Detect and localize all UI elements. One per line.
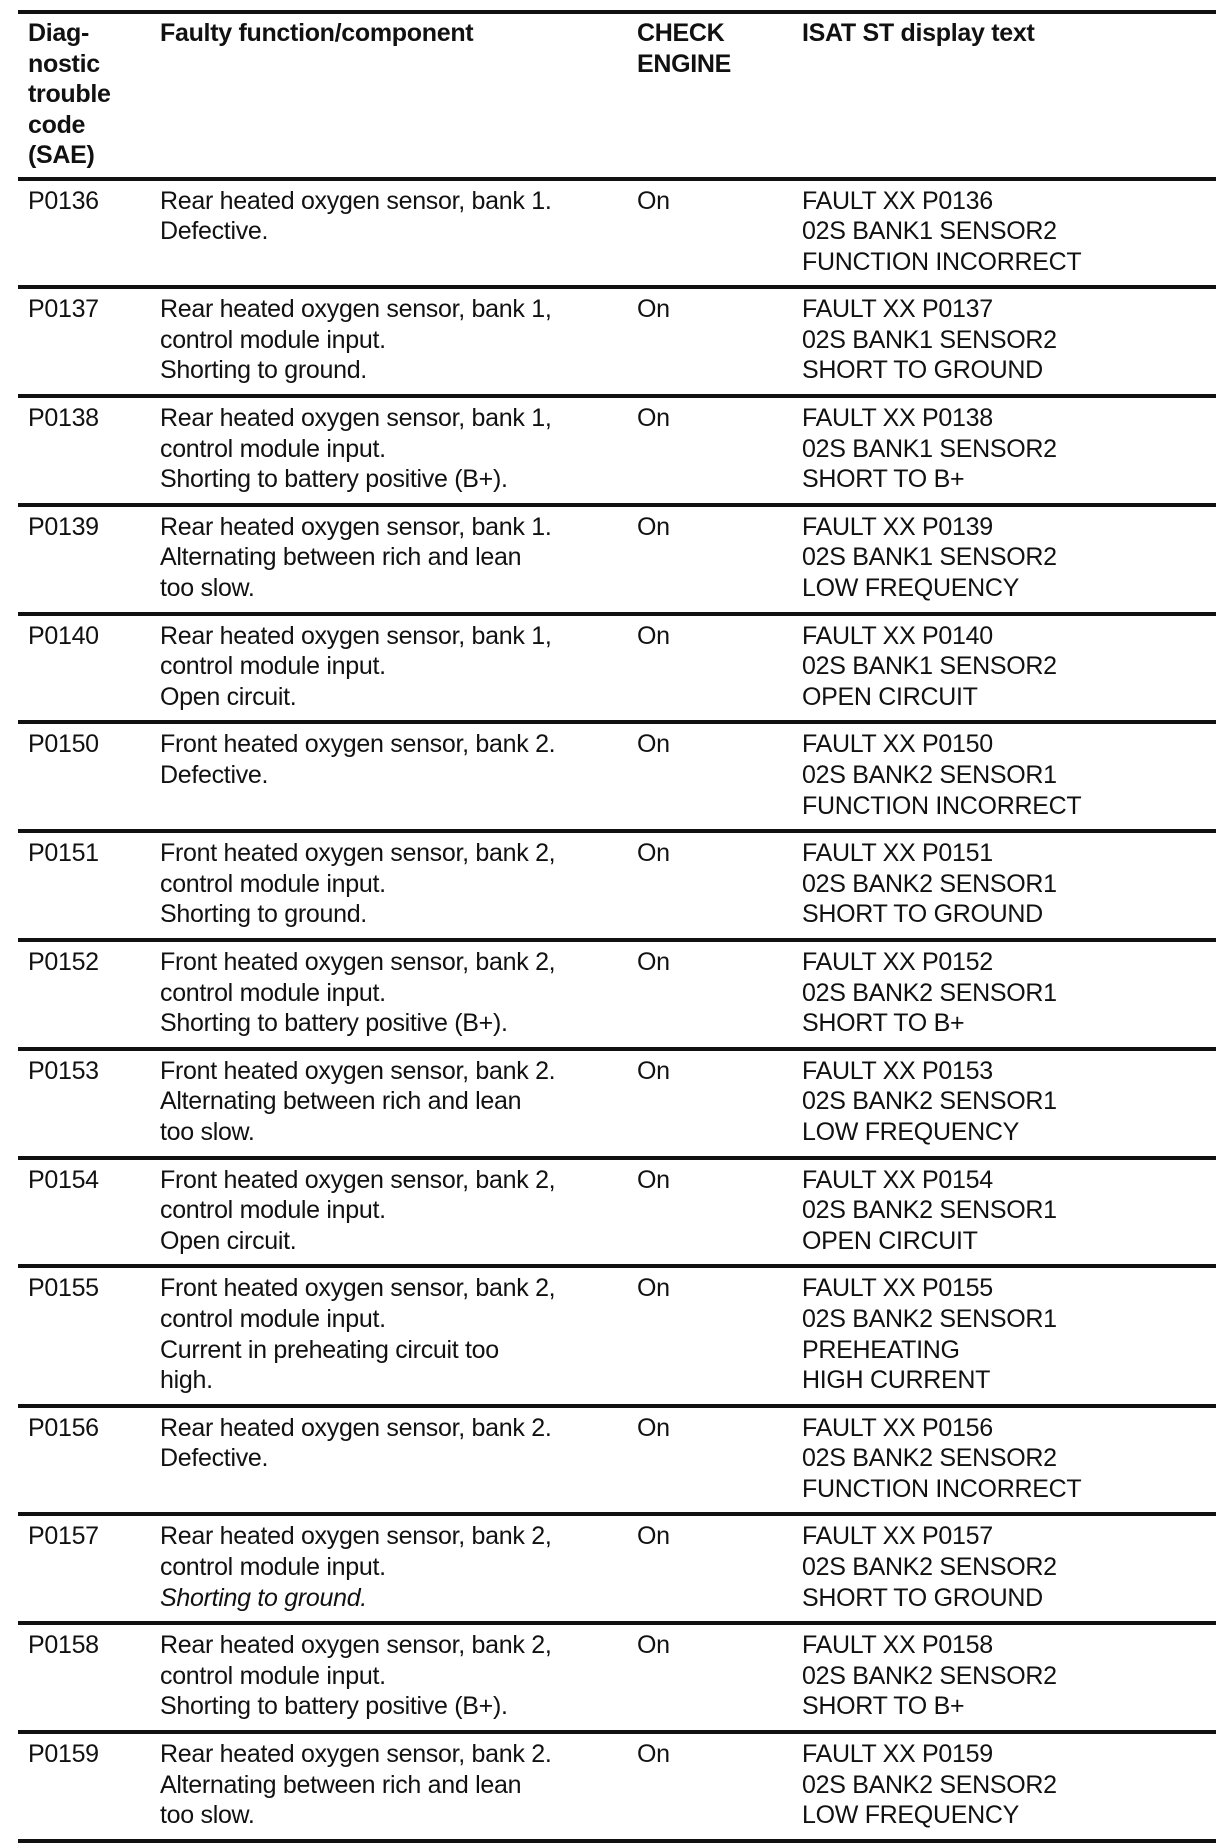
cell-function-line: control module input.: [160, 1553, 386, 1582]
cell-isat-line: FAULT XX P0139: [802, 512, 993, 541]
cell-code: P0153: [28, 1056, 99, 1085]
cell-function-line: control module input.: [160, 1661, 386, 1690]
cell-isat-line: 02S BANK2 SENSOR1: [802, 1304, 1057, 1333]
header-isat: ISAT ST display text: [802, 19, 1035, 47]
cell-isat-line: SHORT TO GROUND: [802, 356, 1043, 385]
cell-function-line: Rear heated oxygen sensor, bank 1,: [160, 295, 552, 324]
cell-isat: [802, 1273, 1216, 1395]
cell-isat-line: 02S BANK2 SENSOR2: [802, 1770, 1057, 1799]
cell-isat-line: FAULT XX P0156: [802, 1413, 993, 1442]
cell-isat-line: LOW FREQUENCY: [802, 1117, 1019, 1146]
cell-isat-line: FAULT XX P0154: [802, 1165, 993, 1194]
cell-function-line: too slow.: [160, 1117, 255, 1146]
cell-isat-line: 02S BANK1 SENSOR2: [802, 652, 1057, 681]
cell-isat: [802, 1413, 1216, 1505]
cell-function-line: control module input.: [160, 978, 386, 1007]
cell-isat-line: 02S BANK2 SENSOR1: [802, 978, 1057, 1007]
cell-code: P0158: [28, 1631, 99, 1660]
cell-isat-line: 02S BANK1 SENSOR2: [802, 325, 1057, 354]
cell-isat-line: FAULT XX P0150: [802, 730, 993, 759]
table-row: [18, 1156, 1216, 1265]
cell-check-engine: On: [637, 1522, 670, 1551]
cell-isat-line: 02S BANK2 SENSOR1: [802, 761, 1057, 789]
cell-function-line: Alternating between rich and lean: [160, 543, 522, 572]
cell-function-line: Defective.: [160, 217, 269, 246]
cell-function-line: Defective.: [160, 1444, 269, 1473]
cell-check-engine: On: [637, 512, 670, 541]
cell-isat-line: 02S BANK2 SENSOR2: [802, 1444, 1057, 1473]
cell-function-line: Shorting to ground.: [160, 900, 367, 929]
cell-isat-line: OPEN CIRCUIT: [802, 1226, 978, 1255]
table-row: [18, 1621, 1216, 1730]
cell-function: [160, 947, 637, 1039]
cell-function-line: too slow.: [160, 574, 255, 603]
cell-function: [160, 512, 637, 604]
cell-check-engine: On: [637, 1631, 670, 1660]
cell-function-line: Shorting to ground.: [160, 356, 367, 385]
cell-check-engine: On: [637, 186, 670, 215]
cell-function-line: Shorting to battery positive (B+).: [160, 1692, 508, 1721]
cell-isat-line: OPEN CIRCUIT: [802, 682, 978, 711]
cell-isat-line: 02S BANK1 SENSOR2: [802, 434, 1057, 463]
header-check-engine: [637, 18, 802, 171]
cell-isat-line: FAULT XX P0151: [802, 839, 993, 868]
cell-check-engine: On: [637, 404, 670, 433]
cell-isat-line: FAULT XX P0140: [802, 621, 993, 650]
cell-isat-line: SHORT TO B+: [802, 465, 965, 494]
cell-function-line: Current in preheating circuit too: [160, 1335, 499, 1364]
header-code-line: Diag-: [28, 19, 90, 47]
cell-function-line: Rear heated oxygen sensor, bank 2.: [160, 1740, 552, 1769]
cell-function: [160, 729, 637, 821]
header-code: [18, 18, 160, 171]
cell-isat-line: 02S BANK2 SENSOR2: [802, 1661, 1057, 1690]
header-code-line: code: [28, 110, 86, 139]
cell-function-line: Rear heated oxygen sensor, bank 1.: [160, 512, 552, 541]
cell-isat-line: SHORT TO GROUND: [802, 1583, 1043, 1612]
cell-function: [160, 621, 637, 713]
cell-isat-line: FAULT XX P0159: [802, 1740, 993, 1769]
cell-function-line: Open circuit.: [160, 1226, 297, 1255]
cell-function-line: Rear heated oxygen sensor, bank 2.: [160, 1413, 552, 1442]
cell-code: P0138: [28, 404, 99, 433]
cell-code: P0154: [28, 1165, 99, 1194]
cell-code: P0136: [28, 186, 99, 215]
cell-function-line: control module input.: [160, 1304, 386, 1333]
table-row: [18, 503, 1216, 612]
dtc-table: [18, 10, 1216, 1843]
cell-function: [160, 1630, 637, 1722]
cell-code: P0156: [28, 1413, 99, 1442]
cell-isat-line: 02S BANK1 SENSOR2: [802, 217, 1057, 246]
cell-code: P0159: [28, 1740, 99, 1769]
cell-isat: [802, 512, 1216, 604]
cell-isat-line: 02S BANK2 SENSOR1: [802, 1087, 1057, 1116]
cell-function-line: Rear heated oxygen sensor, bank 2,: [160, 1522, 552, 1551]
cell-function-line: Alternating between rich and lean: [160, 1087, 522, 1116]
cell-isat-line: FAULT XX P0158: [802, 1631, 993, 1660]
cell-isat-line: HIGH CURRENT: [802, 1366, 991, 1395]
cell-function: [160, 403, 637, 495]
table-row: [18, 394, 1216, 503]
cell-code: P0150: [28, 730, 99, 759]
table-row: [18, 177, 1216, 286]
cell-check-engine: On: [637, 295, 670, 324]
cell-isat-line: FAULT XX P0152: [802, 947, 993, 976]
cell-check-engine: On: [637, 1056, 670, 1085]
cell-isat-line: PREHEATING: [802, 1335, 960, 1364]
header-check-line: ENGINE: [637, 49, 732, 78]
cell-isat-line: SHORT TO GROUND: [802, 900, 1043, 929]
header-code-line: (SAE): [28, 141, 95, 169]
cell-isat: [802, 186, 1216, 278]
cell-function-line: control module input.: [160, 325, 386, 354]
cell-function-line: high.: [160, 1366, 213, 1395]
cell-isat-line: FUNCTION INCORRECT: [802, 247, 1082, 276]
cell-function-line: Front heated oxygen sensor, bank 2,: [160, 839, 556, 868]
cell-function: [160, 294, 637, 386]
cell-code: P0140: [28, 621, 99, 650]
cell-isat-line: FUNCTION INCORRECT: [802, 791, 1082, 820]
cell-function-line: control module input.: [160, 652, 386, 681]
cell-isat-line: SHORT TO B+: [802, 1692, 965, 1721]
cell-function-line: Shorting to ground.: [160, 1583, 367, 1612]
table-row: [18, 1512, 1216, 1621]
table-row: [18, 938, 1216, 1047]
cell-isat-line: FAULT XX P0157: [802, 1522, 993, 1551]
cell-code: P0139: [28, 512, 99, 541]
cell-function-line: Defective.: [160, 761, 269, 789]
table-row: [18, 1404, 1216, 1513]
cell-function-line: Front heated oxygen sensor, bank 2,: [160, 1165, 556, 1194]
table-row: [18, 1264, 1216, 1403]
table-row: [18, 1730, 1216, 1843]
cell-code: P0137: [28, 295, 99, 324]
cell-isat-line: 02S BANK2 SENSOR1: [802, 1196, 1057, 1225]
table-body: [18, 177, 1216, 1843]
cell-function: [160, 1521, 637, 1613]
header-code-line: trouble: [28, 80, 111, 108]
cell-function-line: Shorting to battery positive (B+).: [160, 1009, 508, 1038]
header-check-line: CHECK: [637, 19, 725, 47]
cell-function: [160, 1739, 637, 1831]
cell-check-engine: On: [637, 1274, 670, 1303]
cell-isat-line: 02S BANK1 SENSOR2: [802, 543, 1057, 572]
cell-isat-line: 02S BANK2 SENSOR2: [802, 1553, 1057, 1582]
cell-check-engine: On: [637, 730, 670, 759]
table-row: [18, 720, 1216, 829]
cell-isat: [802, 1739, 1216, 1831]
cell-check-engine: On: [637, 1740, 670, 1769]
cell-check-engine: On: [637, 1413, 670, 1442]
cell-isat-line: LOW FREQUENCY: [802, 574, 1019, 603]
cell-check-engine: On: [637, 947, 670, 976]
cell-isat: [802, 294, 1216, 386]
header-code-line: nostic: [28, 49, 100, 78]
cell-isat-line: FAULT XX P0137: [802, 295, 993, 324]
table-row: [18, 1047, 1216, 1156]
cell-isat: [802, 1630, 1216, 1722]
cell-isat: [802, 1165, 1216, 1257]
cell-isat-line: FUNCTION INCORRECT: [802, 1474, 1082, 1503]
cell-function-line: Rear heated oxygen sensor, bank 1.: [160, 186, 552, 215]
cell-isat: [802, 403, 1216, 495]
cell-function-line: Open circuit.: [160, 682, 297, 711]
table-row: [18, 829, 1216, 938]
cell-function-line: Front heated oxygen sensor, bank 2.: [160, 730, 556, 759]
cell-function-line: control module input.: [160, 869, 386, 898]
cell-isat: [802, 838, 1216, 930]
cell-isat-line: FAULT XX P0136: [802, 186, 993, 215]
cell-function-line: control module input.: [160, 434, 386, 463]
cell-isat: [802, 1521, 1216, 1613]
cell-isat-line: SHORT TO B+: [802, 1009, 965, 1038]
cell-function: [160, 186, 637, 278]
cell-function-line: too slow.: [160, 1801, 255, 1830]
cell-function: [160, 1413, 637, 1505]
cell-code: P0152: [28, 947, 99, 976]
cell-check-engine: On: [637, 1165, 670, 1194]
cell-function-line: Front heated oxygen sensor, bank 2,: [160, 947, 556, 976]
cell-isat-line: FAULT XX P0138: [802, 404, 993, 433]
cell-function: [160, 1165, 637, 1257]
cell-function-line: Front heated oxygen sensor, bank 2.: [160, 1056, 556, 1085]
cell-code: P0151: [28, 839, 99, 868]
cell-isat-line: FAULT XX P0153: [802, 1056, 993, 1085]
cell-isat: [802, 621, 1216, 713]
cell-function: [160, 838, 637, 930]
table-row: [18, 285, 1216, 394]
cell-function-line: Rear heated oxygen sensor, bank 2,: [160, 1631, 552, 1660]
cell-isat: [802, 947, 1216, 1039]
cell-check-engine: On: [637, 839, 670, 868]
table-header: [18, 10, 1216, 177]
cell-isat-line: 02S BANK2 SENSOR1: [802, 869, 1057, 898]
cell-isat: [802, 729, 1216, 821]
cell-code: P0157: [28, 1522, 99, 1551]
cell-function-line: control module input.: [160, 1196, 386, 1225]
cell-isat-line: LOW FREQUENCY: [802, 1801, 1019, 1830]
cell-check-engine: On: [637, 621, 670, 650]
cell-isat-line: FAULT XX P0155: [802, 1274, 993, 1303]
cell-function-line: Rear heated oxygen sensor, bank 1,: [160, 621, 552, 650]
cell-isat: [802, 1056, 1216, 1148]
cell-function: [160, 1056, 637, 1148]
header-function: Faulty function/component: [160, 19, 474, 47]
cell-function-line: Rear heated oxygen sensor, bank 1,: [160, 404, 552, 433]
cell-function: [160, 1273, 637, 1395]
table-row: [18, 612, 1216, 721]
cell-function-line: Front heated oxygen sensor, bank 2,: [160, 1274, 556, 1303]
cell-function-line: Alternating between rich and lean: [160, 1770, 522, 1799]
cell-function-line: Shorting to battery positive (B+).: [160, 465, 508, 494]
cell-code: P0155: [28, 1274, 99, 1303]
